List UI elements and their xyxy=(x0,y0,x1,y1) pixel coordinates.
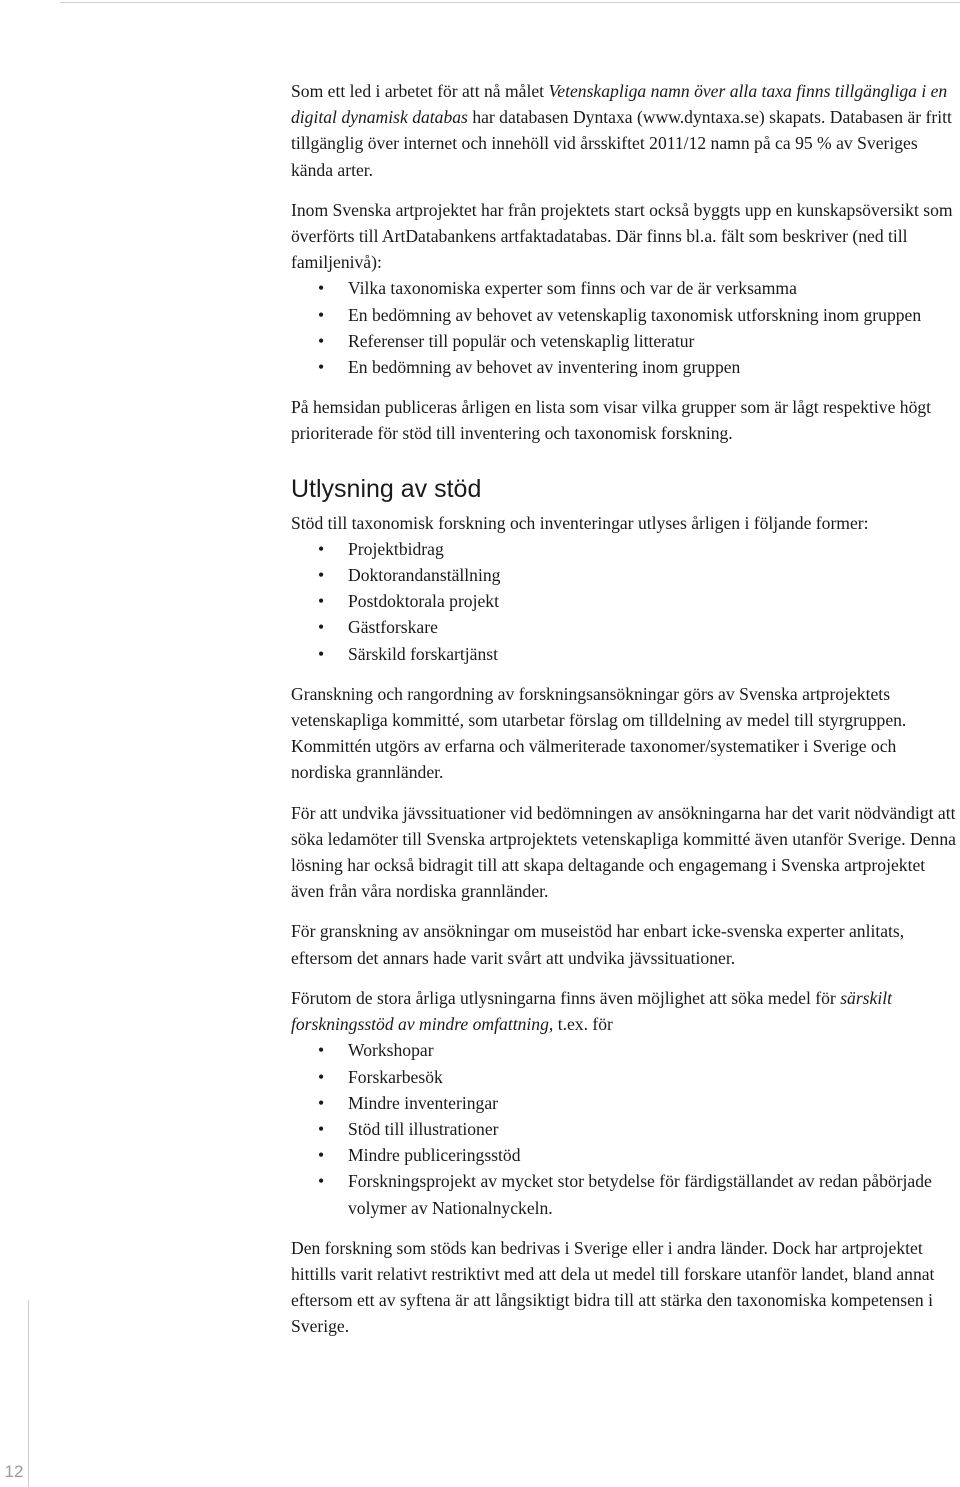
bullet-icon: • xyxy=(318,1145,325,1166)
funding-forms-list xyxy=(291,536,959,667)
bullet-icon: • xyxy=(318,1066,325,1087)
list-item: • Forskningsprojekt av mycket stor betydelse för färdigställandet av redan påbörjade volymer av Nationalnyckeln. xyxy=(291,1168,959,1220)
small-support-list xyxy=(291,1037,959,1220)
list-item: • Stöd till illustrationer xyxy=(291,1116,959,1142)
margin-rule xyxy=(28,1300,29,1487)
list-item: • Mindre publiceringsstöd xyxy=(291,1142,959,1168)
small-support-text-end: , t.ex. för xyxy=(548,1014,613,1035)
location-paragraph: Den forskning som stöds kan bedrivas i Sverige eller i andra länder. Dock har artprojektet hittills varit relativt restriktivt med att dela ut medel till forskare utanför landet, bland annat eftersom ett av syftena är att långsiktigt bidra till att stärka den taxonomiska kompetensen i Sverige. xyxy=(291,1237,935,1337)
bullet-icon: • xyxy=(318,643,325,664)
list-item: • Mindre inventeringar xyxy=(291,1090,959,1116)
bullet-icon: • xyxy=(318,1040,325,1061)
small-support-text-start: Förutom de stora årliga utlysningarna finns även möjlighet att söka medel för xyxy=(291,987,841,1008)
list-item: • Gästforskare xyxy=(291,614,959,640)
bullet-icon: • xyxy=(318,591,325,612)
page-body xyxy=(291,78,959,1354)
bullet-icon: • xyxy=(318,1171,325,1192)
review-paragraph: Granskning och rangordning av forskningsansökningar görs av Svenska artprojektets vetenskapliga kommitté, som utarbetar förslag om tilldelning av medel till styrgruppen. Kommittén utgörs av erfarna och välmeriterade taxonomer/systematiker i Sverige och nordiska grannländer. xyxy=(291,683,907,783)
knowledge-field-list xyxy=(291,275,959,380)
list-item: • Workshopar xyxy=(291,1037,959,1063)
small-support-italic: särskilt forskningsstöd av mindre omfattning xyxy=(291,987,892,1035)
intro-paragraph-priorities: På hemsidan publiceras årligen en lista som visar vilka grupper som är lågt respektive högt prioriterade för stöd till inventering och taxonomisk forskning. xyxy=(291,397,932,444)
list-item: • Projektbidrag xyxy=(291,536,959,562)
list-item: • Doktorandanställning xyxy=(291,562,959,588)
small-support-paragraph xyxy=(291,985,959,1037)
list-item: • Postdoktorala projekt xyxy=(291,588,959,614)
list-item: • Forskarbesök xyxy=(291,1064,959,1090)
intro-paragraph-knowledge: Inom Svenska artprojektet har från projektets start också byggts upp en kunskapsöversikt som överförts till ArtDatabankens artfaktadatabas. Där finns bl.a. fält som beskriver (ned till familjenivå): xyxy=(291,199,953,273)
bullet-icon: • xyxy=(318,278,325,299)
bullet-icon: • xyxy=(318,330,325,351)
bullet-icon: • xyxy=(318,565,325,586)
intro-text-start: Som ett led i arbetet för att nå målet xyxy=(291,81,549,101)
list-item: • En bedömning av behovet av vetenskaplig taxonomisk utforskning inom gruppen xyxy=(291,302,959,328)
list-item: • Referenser till populär och vetenskaplig litteratur xyxy=(291,328,959,354)
intro-paragraph-dyntaxa xyxy=(291,78,959,183)
top-rule xyxy=(60,2,960,3)
funding-forms-paragraph: Stöd till taxonomisk forskning och inventeringar utlyses årligen i följande former: xyxy=(291,512,869,533)
intro-goal-italic: Vetenskapliga namn över alla taxa finns tillgängliga i en digital dynamisk databas xyxy=(291,81,948,128)
list-item: • En bedömning av behovet av inventering inom gruppen xyxy=(291,354,959,380)
bullet-icon: • xyxy=(318,1092,325,1113)
list-item: • Särskild forskartjänst xyxy=(291,641,959,667)
bullet-icon: • xyxy=(318,1118,325,1139)
bullet-icon: • xyxy=(318,538,325,559)
bullet-icon: • xyxy=(318,304,325,325)
section-heading: Utlysning av stöd xyxy=(291,474,482,503)
list-item: • Vilka taxonomiska experter som finns och var de är verksamma xyxy=(291,275,959,301)
museum-review-paragraph: För granskning av ansökningar om museistöd har enbart icke-svenska experter anlitats, eftersom det annars hade varit svårt att undvika jävssituationer. xyxy=(291,921,905,968)
conflict-paragraph: För att undvika jävssituationer vid bedömningen av ansökningarna har det varit nödvändigt att söka ledamöter till Svenska artprojektets vetenskapliga kommitté även utanför Sverige. Denna lösning har också bidragit till att skapa deltagande och engagemang i Svenska artprojektet även från våra nordiska grannländer. xyxy=(291,802,956,902)
intro-text-end: har databasen Dyntaxa (www.dyntaxa.se) skapats. Databasen är fritt tillgänglig över internet och innehöll vid årsskiftet 2011/12 namn på ca 95 % av Sveriges kända arter. xyxy=(291,107,952,180)
bullet-icon: • xyxy=(318,357,325,378)
page-number: 12 xyxy=(4,1462,24,1481)
bullet-icon: • xyxy=(318,617,325,638)
